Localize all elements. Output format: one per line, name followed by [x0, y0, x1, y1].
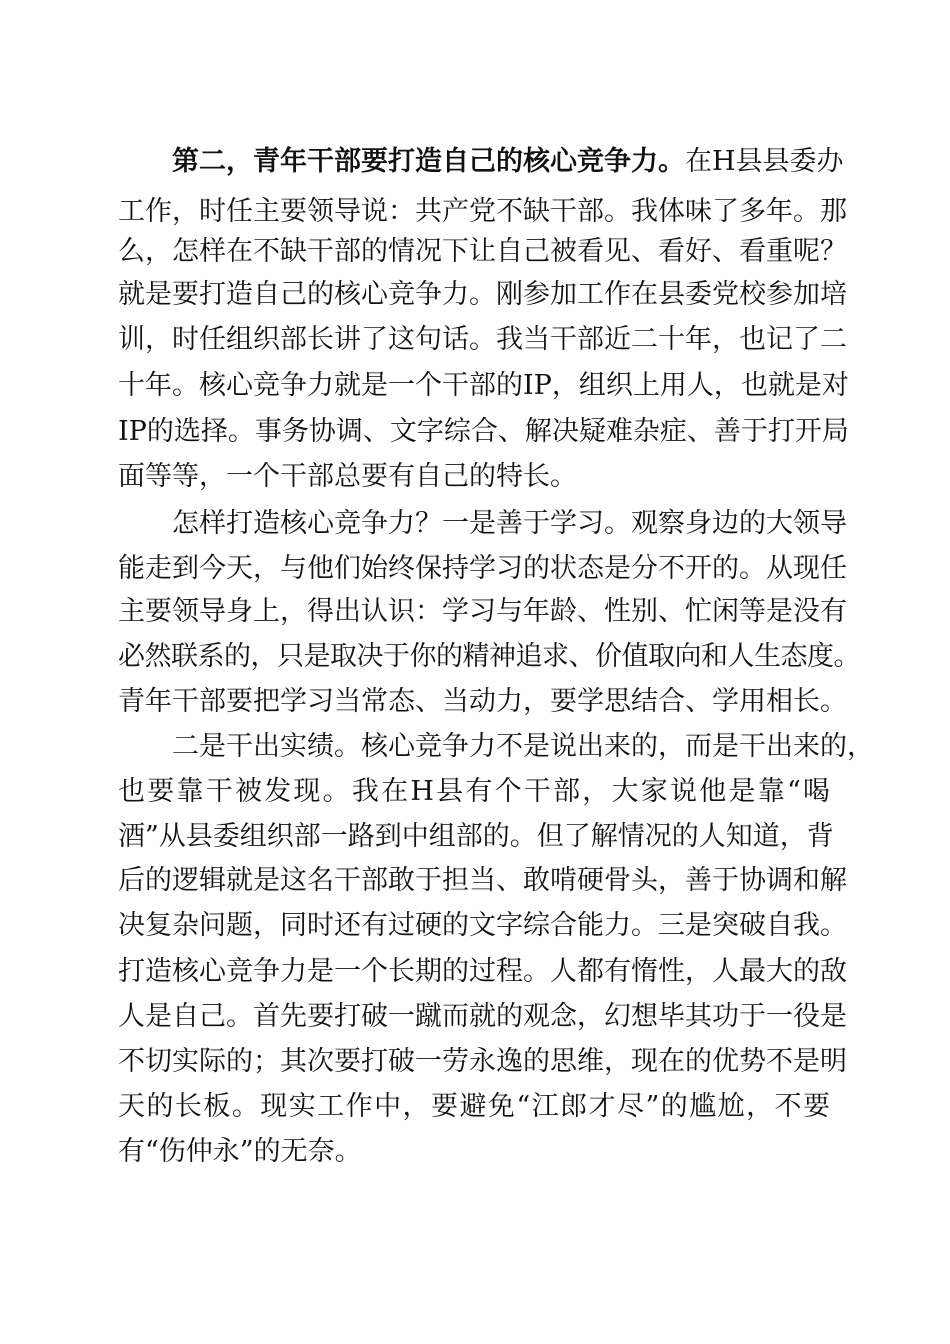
paragraph-1-heading: 第二，青年干部要打造自己的核心竞争力。: [172, 146, 685, 177]
paragraph-3-line-3: 酒”从县委组织部一路到中组部的。但了解情况的人知道，背: [118, 821, 834, 852]
paragraph-2-line-2: 能走到今天，与他们始终保持学习的状态是分不开的。从现任: [118, 553, 847, 584]
paragraph-1-text: 在H县县委办: [685, 146, 844, 177]
paragraph-2-line-5: 青年干部要把学习当常态、当动力，要学思结合、学用相长。: [118, 686, 847, 717]
paragraph-3-line-4: 后的逻辑就是这名干部敢于担当、敢啃硬骨头，善于协调和解: [118, 865, 847, 896]
paragraph-3-line-8: 不切实际的；其次要打破一劳永逸的思维，现在的优势不是明: [118, 1046, 847, 1077]
paragraph-2-line-1: 怎样打造核心竞争力？一是善于学习。观察身边的大领导: [172, 508, 847, 539]
paragraph-3-line-9: 天的长板。现实工作中，要避免“江郎才尽”的尴尬，不要: [118, 1091, 830, 1122]
paragraph-1-line-6: 十年。核心竞争力就是一个干部的IP，组织上用人，也就是对: [118, 370, 849, 401]
paragraph-3-line-2: 也要靠干被发现。我在H县有个干部，大家说他是靠“喝: [118, 776, 830, 807]
paragraph-3-line-6: 打造核心竞争力是一个长期的过程。人都有惰性，人最大的敌: [118, 956, 847, 987]
paragraph-1-line-5: 训，时任组织部长讲了这句话。我当干部近二十年，也记了二: [118, 324, 847, 355]
paragraph-3-line-7: 人是自己。首先要打破一蹴而就的观念，幻想毕其功于一役是: [118, 1001, 847, 1032]
paragraph-1-line-1: [172, 140, 844, 184]
paragraph-1-line-4: 就是要打造自己的核心竞争力。刚参加工作在县委党校参加培: [118, 279, 847, 310]
paragraph-3-line-1: 二是干出实绩。核心竞争力不是说出来的，而是干出来的，: [172, 731, 874, 762]
paragraph-1-line-3: 么，怎样在不缺干部的情况下让自己被看见、看好、看重呢？: [118, 236, 847, 267]
paragraph-2-line-4: 必然联系的，只是取决于你的精神追求、价值取向和人生态度。: [118, 641, 860, 672]
paragraph-3-line-10: 有“伤仲永”的无奈。: [118, 1136, 362, 1167]
paragraph-1-line-7: IP的选择。事务协调、文字综合、解决疑难杂症、善于打开局: [118, 416, 849, 447]
paragraph-2-line-3: 主要领导身上，得出认识：学习与年龄、性别、忙闲等是没有: [118, 596, 847, 627]
paragraph-3-line-5: 决复杂问题，同时还有过硬的文字综合能力。三是突破自我。: [118, 910, 847, 941]
paragraph-1-line-8: 面等等，一个干部总要有自己的特长。: [118, 461, 577, 492]
paragraph-1-line-2: 工作，时任主要领导说：共产党不缺干部。我体味了多年。那: [118, 196, 847, 227]
